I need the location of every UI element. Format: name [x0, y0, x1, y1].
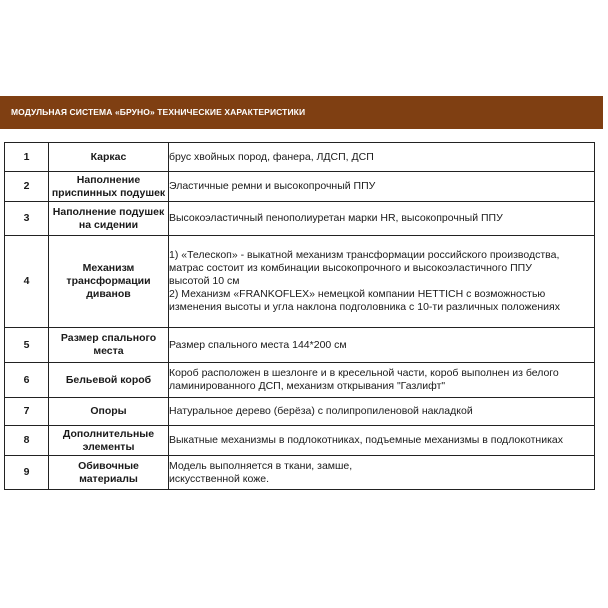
value-line: изменения высоты и угла наклона подголовника с 10-ти различных положениях	[169, 301, 560, 313]
table-row	[5, 426, 595, 456]
row-parameter: Наполнение приспинных подушек	[49, 172, 169, 202]
row-parameter: Каркас	[49, 143, 169, 172]
value-line: Натуральное дерево (берёза) с полипропиленовой накладкой	[169, 405, 473, 417]
table-row	[5, 236, 595, 328]
row-parameter: Дополнительные элементы	[49, 426, 169, 456]
table-row	[5, 363, 595, 398]
row-number: 4	[5, 236, 49, 328]
value-line: искусственной коже.	[169, 472, 270, 485]
row-parameter: Механизм трансформации диванов	[49, 236, 169, 328]
value-line: матрас состоит из комбинации высокопрочного и высокоэластичного ППУ	[169, 262, 532, 274]
row-value	[169, 456, 595, 490]
table-row	[5, 202, 595, 236]
row-number: 6	[5, 363, 49, 398]
row-parameter: Опоры	[49, 398, 169, 426]
value-line: Размер спального места 144*200 см	[169, 338, 347, 351]
row-value	[169, 143, 595, 172]
value-line: высотой 10 см	[169, 275, 240, 287]
row-number: 3	[5, 202, 49, 236]
table-row	[5, 143, 595, 172]
row-number: 2	[5, 172, 49, 202]
row-value	[169, 426, 595, 456]
table-row	[5, 172, 595, 202]
value-line: 1) «Телескоп» - выкатной механизм трансформации российского производства,	[169, 249, 560, 261]
row-parameter: Бельевой короб	[49, 363, 169, 398]
row-number: 1	[5, 143, 49, 172]
row-value	[169, 328, 595, 363]
row-parameter: Размер спального места	[49, 328, 169, 363]
spec-banner: МОДУЛЬНАЯ СИСТЕМА «БРУНО» ТЕХНИЧЕСКИЕ ХАРАКТЕРИСТИКИ	[0, 96, 603, 129]
row-number: 5	[5, 328, 49, 363]
row-value	[169, 363, 595, 398]
table-row	[5, 456, 595, 490]
value-line: Короб расположен в шезлонге и в кресельной части, короб выполнен из белого	[169, 367, 559, 379]
value-line: ламинированного ДСП, механизм открывания "Газлифт"	[169, 380, 446, 392]
table-row	[5, 328, 595, 363]
value-line: 2) Механизм «FRANKOFLEX» немецкой компании HETTICH с возможностью	[169, 288, 546, 300]
row-number: 8	[5, 426, 49, 456]
value-line: Модель выполняется в ткани, замше,	[169, 459, 353, 472]
value-line: Выкатные механизмы в подлокотниках, подъемные механизмы в подлокотниках	[169, 434, 563, 446]
table-row	[5, 398, 595, 426]
row-parameter: Обивочные материалы	[49, 456, 169, 490]
row-parameter: Наполнение подушек на сидении	[49, 202, 169, 236]
row-value	[169, 398, 595, 426]
value-line: брус хвойных пород, фанера, ЛДСП, ДСП	[169, 150, 374, 163]
value-line: Эластичные ремни и высокопрочный ППУ	[169, 180, 376, 192]
row-number: 7	[5, 398, 49, 426]
value-line: Высокоэластичный пенополиуретан марки HR, высокопрочный ППУ	[169, 212, 503, 224]
row-value	[169, 236, 595, 328]
row-value	[169, 172, 595, 202]
row-value	[169, 202, 595, 236]
row-number: 9	[5, 456, 49, 490]
spec-table	[4, 142, 595, 490]
